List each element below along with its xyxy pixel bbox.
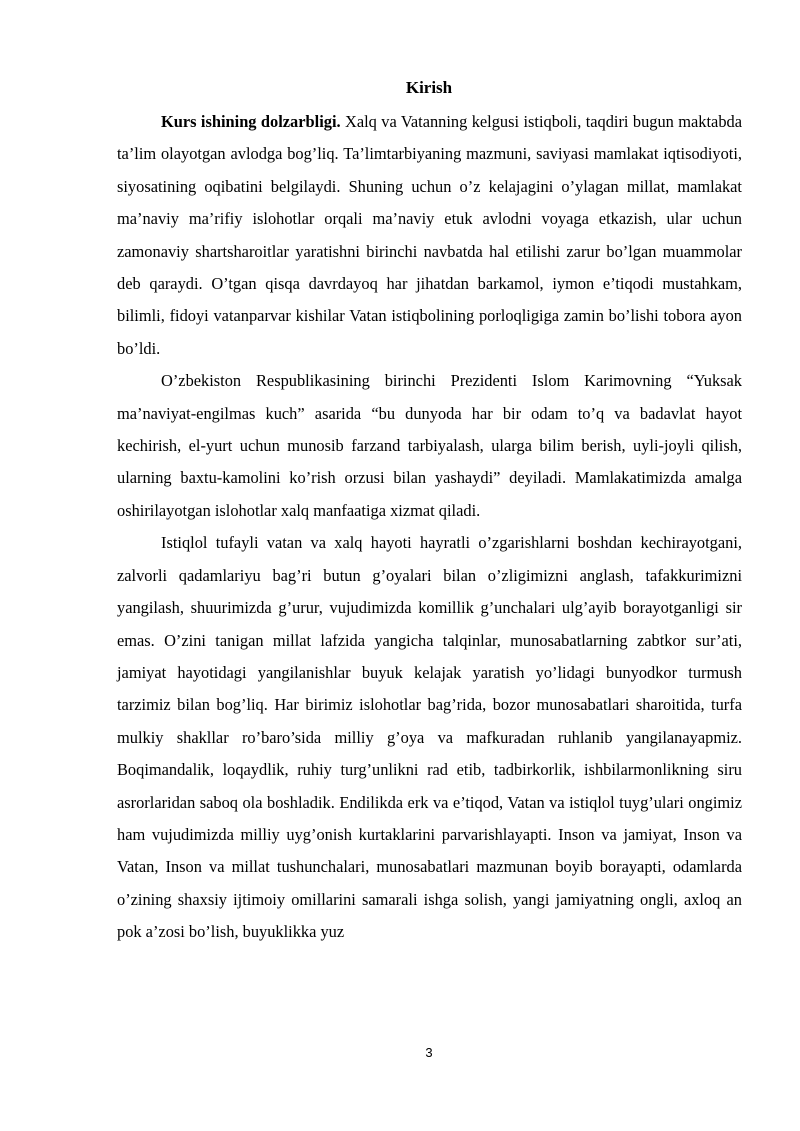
paragraph-lead: Kurs ishining dolzarbligi.	[161, 112, 341, 131]
paragraph-text: O’zbekiston Respublikasining birinchi Prezidenti Islom Karimovning “Yuksak ma’naviyat-engilmas kuch” asarida “bu dunyoda har bir odam to’q va badavlat hayot kechirish, el-yurt uchun munosib farzand tarbiyalash, ularga bilim berish, uyli-joyli qilish, ularning baxtu-kamolini ko’rish orzusi bilan yashaydi” deyiladi. Mamlakatimizda amalga oshirilayotgan islohotlar xalq manfaatiga xizmat qiladi.	[117, 371, 742, 520]
body-text	[117, 106, 742, 949]
paragraph-relevance	[117, 106, 742, 365]
page-number: 3	[425, 1045, 433, 1060]
paragraph-text: Istiqlol tufayli vatan va xalq hayoti hayratli o’zgarishlarni boshdan kechirayotgani, zalvorli qadamlariyu bag’ri butun g’oyalari bilan o’zligimizni anglash, tafakkurimizni yangilash, shuurimizda g’urur, vujudimizda komillik g’unchalari ulg’ayib borayotganligi sir emas. O’zini tanigan millat lafzida yangicha talqinlar, munosabatlarning zabtkor sur’ati, jamiyat hayotidagi yangilanishlar buyuk kelajak yaratish yo’lidagi bunyodkor turmush tarzimiz bilan bog’liq. Har birimiz islohotlar bag’rida, bozor munosabatlari sharoitida, turfa mulkiy shakllar ro’baro’sida milliy g’oya va mafkuradan ruhlanib yangilanayapmiz. Boqimandalik, loqaydlik, ruhiy turg’unlikni rad etib, tadbirkorlik, ishbilarmonlikning siru asrorlaridan saboq ola boshladik. Endilikda erk va e’tiqod, Vatan va istiqlol tuyg’ulari ongimiz ham vujudimizda milliy uyg’onish kurtaklarini parvarishlayapti. Inson va jamiyat, Inson va Vatan, Inson va millat tushunchalari, munosabatlari mazmunan boyib borayapti, odamlarda o’zining shaxsiy ijtimoiy omillarini samarali ishga solish, yangi jamiyatning ongli, axloq an pok a’zosi bo’lish, buyuklikka yuz	[117, 533, 742, 942]
paragraph-president-quote	[117, 365, 742, 527]
paragraph-text: Xalq va Vatanning kelgusi istiqboli, taqdiri bugun maktabda ta’lim olayotgan avlodga bog’liq. Ta’limtarbiyaning mazmuni, saviyasi mamlakat iqtisodiyoti, siyosatining oqibatini belgilaydi. Shuning uchun o’z kelajagini o’ylagan millat, mamlakat ma’naviy ma’rifiy islohotlar orqali ma’naviy etuk avlodni voyaga etkazish, ular uchun zamonaviy shartsharoitlar yaratishni birinchi navbatda hal etilishi zarur bo’lgan muammolar deb qaraydi. O’tgan qisqa davrdayoq har jihatdan barkamol, iymon e’tiqodi mustahkam, bilimli, fidoyi vatanparvar kishilar Vatan istiqbolining porloqligiga zamin bo’lishi tobora ayon bo’ldi.	[117, 112, 742, 358]
paragraph-independence	[117, 527, 742, 948]
section-heading: Kirish	[405, 78, 453, 97]
